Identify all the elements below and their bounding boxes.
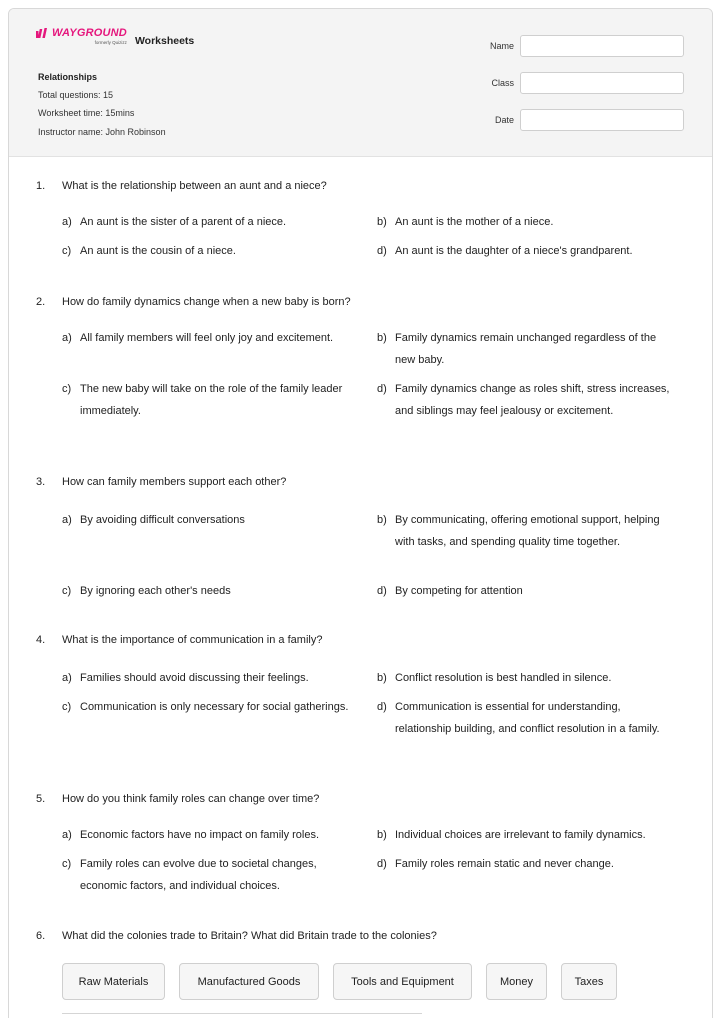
option-b[interactable]	[377, 668, 671, 690]
option-d[interactable]	[377, 581, 671, 603]
option-letter: b)	[377, 332, 387, 344]
worksheet-time: Worksheet time: 15mins	[38, 108, 135, 119]
option-a[interactable]	[62, 825, 356, 847]
option-d[interactable]	[377, 697, 671, 740]
logo-text: WAYGROUND	[52, 27, 127, 39]
product-name: Worksheets	[134, 35, 195, 47]
option-b[interactable]	[377, 212, 671, 234]
instructor-name: Instructor name: John Robinson	[38, 126, 166, 137]
option-letter: d)	[377, 701, 387, 713]
option-letter: b)	[377, 829, 387, 841]
choice-tools-and-equipment[interactable]: Tools and Equipment	[333, 963, 472, 1000]
option-letter: a)	[62, 332, 72, 344]
option-text: Conflict resolution is best handled in silence.	[395, 672, 612, 684]
option-text: Family roles remain static and never change.	[395, 858, 614, 870]
option-text: By ignoring each other's needs	[80, 585, 231, 597]
question-text: How do you think family roles can change over time?	[62, 793, 320, 805]
class-row	[479, 72, 684, 94]
option-letter: d)	[377, 383, 387, 395]
option-text: By communicating, offering emotional support, helping with tasks, and spending quality time together.	[395, 514, 660, 548]
option-b[interactable]	[377, 510, 671, 553]
option-letter: d)	[377, 858, 387, 870]
option-letter: c)	[62, 383, 72, 395]
option-text: Communication is only necessary for social gatherings.	[80, 701, 349, 713]
option-letter: d)	[377, 585, 387, 597]
option-letter: b)	[377, 514, 387, 526]
option-a[interactable]	[62, 212, 356, 234]
question-text: What is the relationship between an aunt and a niece?	[62, 180, 327, 192]
option-b[interactable]	[377, 328, 671, 371]
question-text: How do family dynamics change when a new baby is born?	[62, 296, 351, 308]
name-row	[479, 35, 684, 57]
option-text: Individual choices are irrelevant to family dynamics.	[395, 829, 646, 841]
choice-raw-materials[interactable]: Raw Materials	[62, 963, 165, 1000]
answer-choices	[62, 963, 631, 1000]
option-a[interactable]	[62, 668, 356, 690]
question-number: 2.	[36, 296, 46, 308]
date-field[interactable]	[520, 109, 684, 131]
option-a[interactable]	[62, 510, 356, 532]
worksheet-topic: Relationships	[38, 72, 98, 82]
wayground-logo-icon	[36, 28, 50, 38]
question-text: How can family members support each other?	[62, 476, 287, 488]
option-letter: d)	[377, 245, 387, 257]
worksheet-meta	[38, 68, 166, 141]
question-number: 5.	[36, 793, 46, 805]
option-letter: c)	[62, 585, 72, 597]
choice-manufactured-goods[interactable]: Manufactured Goods	[179, 963, 319, 1000]
option-text: An aunt is the mother of a niece.	[395, 216, 554, 228]
option-text: Communication is essential for understanding, relationship building, and conflict resolution in a family.	[395, 701, 660, 735]
option-text: The new baby will take on the role of the family leader immediately.	[80, 383, 343, 417]
question-number: 6.	[36, 930, 46, 942]
worksheet-header	[9, 9, 712, 157]
option-a[interactable]	[62, 328, 380, 350]
option-text: Family roles can evolve due to societal changes, economic factors, and individual choices.	[80, 858, 317, 892]
student-fields	[479, 35, 684, 146]
option-c[interactable]	[62, 241, 356, 263]
answer-line	[62, 1013, 422, 1014]
option-c[interactable]	[62, 581, 356, 603]
question-text: What is the importance of communication in a family?	[62, 634, 323, 646]
choice-money[interactable]: Money	[486, 963, 547, 1000]
worksheet	[8, 8, 713, 1018]
option-text: An aunt is the sister of a parent of a niece.	[80, 216, 287, 228]
option-c[interactable]	[62, 854, 356, 897]
option-d[interactable]	[377, 854, 671, 876]
total-questions: Total questions: 15	[38, 90, 114, 101]
option-text: Families should avoid discussing their feelings.	[80, 672, 309, 684]
logo	[36, 27, 127, 45]
option-letter: a)	[62, 672, 72, 684]
logo-subtext: formerly Quizizz	[94, 40, 127, 45]
option-d[interactable]	[377, 379, 671, 422]
choice-taxes[interactable]: Taxes	[561, 963, 617, 1000]
option-d[interactable]	[377, 241, 671, 263]
option-letter: c)	[62, 858, 72, 870]
option-c[interactable]	[62, 697, 356, 719]
option-letter: b)	[377, 672, 387, 684]
option-letter: a)	[62, 514, 72, 526]
question-number: 1.	[36, 180, 46, 192]
option-c[interactable]	[62, 379, 356, 422]
option-text: By avoiding difficult conversations	[80, 514, 245, 526]
question-text: What did the colonies trade to Britain? What did Britain trade to the colonies?	[62, 930, 437, 942]
option-text: An aunt is the daughter of a niece's grandparent.	[395, 245, 633, 257]
option-text: An aunt is the cousin of a niece.	[80, 245, 236, 257]
date-label: Date	[494, 115, 514, 125]
question-number: 3.	[36, 476, 46, 488]
name-field[interactable]	[520, 35, 684, 57]
option-text: By competing for attention	[395, 585, 523, 597]
option-text: Family dynamics remain unchanged regardless of the new baby.	[395, 332, 657, 366]
class-label: Class	[491, 78, 514, 88]
option-text: All family members will feel only joy and excitement.	[80, 332, 334, 344]
name-label: Name	[489, 41, 514, 51]
class-field[interactable]	[520, 72, 684, 94]
option-letter: c)	[62, 701, 72, 713]
option-text: Economic factors have no impact on family roles.	[80, 829, 320, 841]
option-letter: a)	[62, 216, 72, 228]
option-b[interactable]	[377, 825, 705, 847]
option-letter: b)	[377, 216, 387, 228]
option-letter: a)	[62, 829, 72, 841]
date-row	[479, 109, 684, 131]
option-letter: c)	[62, 245, 72, 257]
brand	[36, 27, 194, 47]
option-text: Family dynamics change as roles shift, stress increases, and siblings may feel jealousy or excitement.	[395, 383, 670, 417]
question-number: 4.	[36, 634, 46, 646]
